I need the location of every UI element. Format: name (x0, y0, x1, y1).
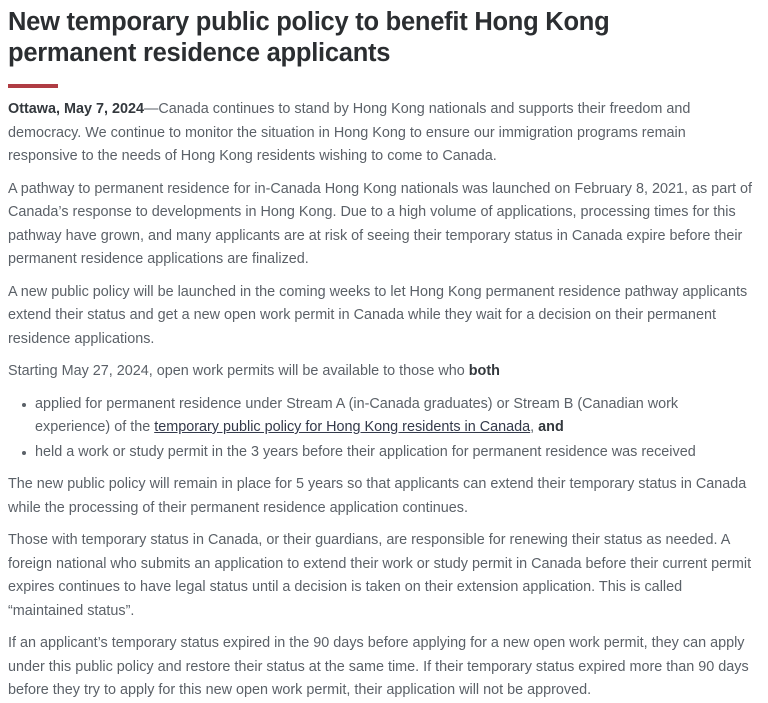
criterion-comma: , (530, 419, 539, 435)
paragraph-dateline-body: —Canada continues to stand by Hong Kong nationals and supports their freedom and democracy. We continue to monitor the situation in Hong Kong to ensure our immigration programs remain responsive to the needs of Hong Kong residents wishing to come to Canada. (8, 101, 691, 164)
title-divider (8, 84, 58, 88)
criterion-applied-text: applied for permanent residence under Stream A (in-Canada graduates) or Stream B (Canadian work experience) of the (35, 395, 679, 435)
paragraph-dateline (8, 98, 756, 169)
eligibility-intro-text: Starting May 27, 2024, open work permits will be available to those who (8, 363, 469, 379)
list-item: held a work or study permit in the 3 years before their application for permanent residence was received (35, 441, 756, 465)
list-item (35, 393, 756, 440)
dateline: Ottawa, May 7, 2024 (8, 101, 144, 117)
paragraph-policy-duration: The new public policy will remain in place for 5 years so that applicants can extend their temporary status in Canada while the processing of their permanent residence application continues. (8, 476, 747, 516)
eligibility-intro-emphasis: both (468, 363, 500, 379)
paragraph-restoration-rules: If an applicant’s temporary status expired in the 90 days before applying for a new open work permit, they can apply under this public policy and restore their status at the same time. If their temporary status expired more than 90 days before they try to apply for this new open work permit, their application will not be approved. (8, 635, 749, 698)
paragraph-maintained-status: Those with temporary status in Canada, or their guardians, are responsible for renewing their status as needed. A foreign national who submits an application to extend their work or study permit in Canada before their current permit expires continues to have legal status until a decision is taken on their extension application. This is called “maintained status”. (8, 532, 752, 619)
eligibility-criteria-list (8, 393, 756, 465)
paragraph-new-public-policy: A new public policy will be launched in the coming weeks to let Hong Kong permanent residence pathway applicants extend their status and get a new open work permit in Canada while they wait for a decision on their permanent residence applications. (8, 283, 748, 347)
temporary-public-policy-link[interactable]: temporary public policy for Hong Kong residents in Canada (154, 419, 531, 435)
paragraph-eligibility-intro (8, 360, 756, 384)
page-title: New temporary public policy to benefit Hong Kong permanent residence applicants (8, 8, 610, 67)
paragraph-pathway-background: A pathway to permanent residence for in-Canada Hong Kong nationals was launched on February 8, 2021, as part of Canada’s response to developments in Hong Kong. Due to a high volume of applications, processing times for this pathway have grown, and many applicants are at risk of seeing their temporary status in Canada expire before their permanent residence applications are finalized. (8, 180, 752, 267)
criterion-and-emphasis: and (538, 419, 564, 435)
